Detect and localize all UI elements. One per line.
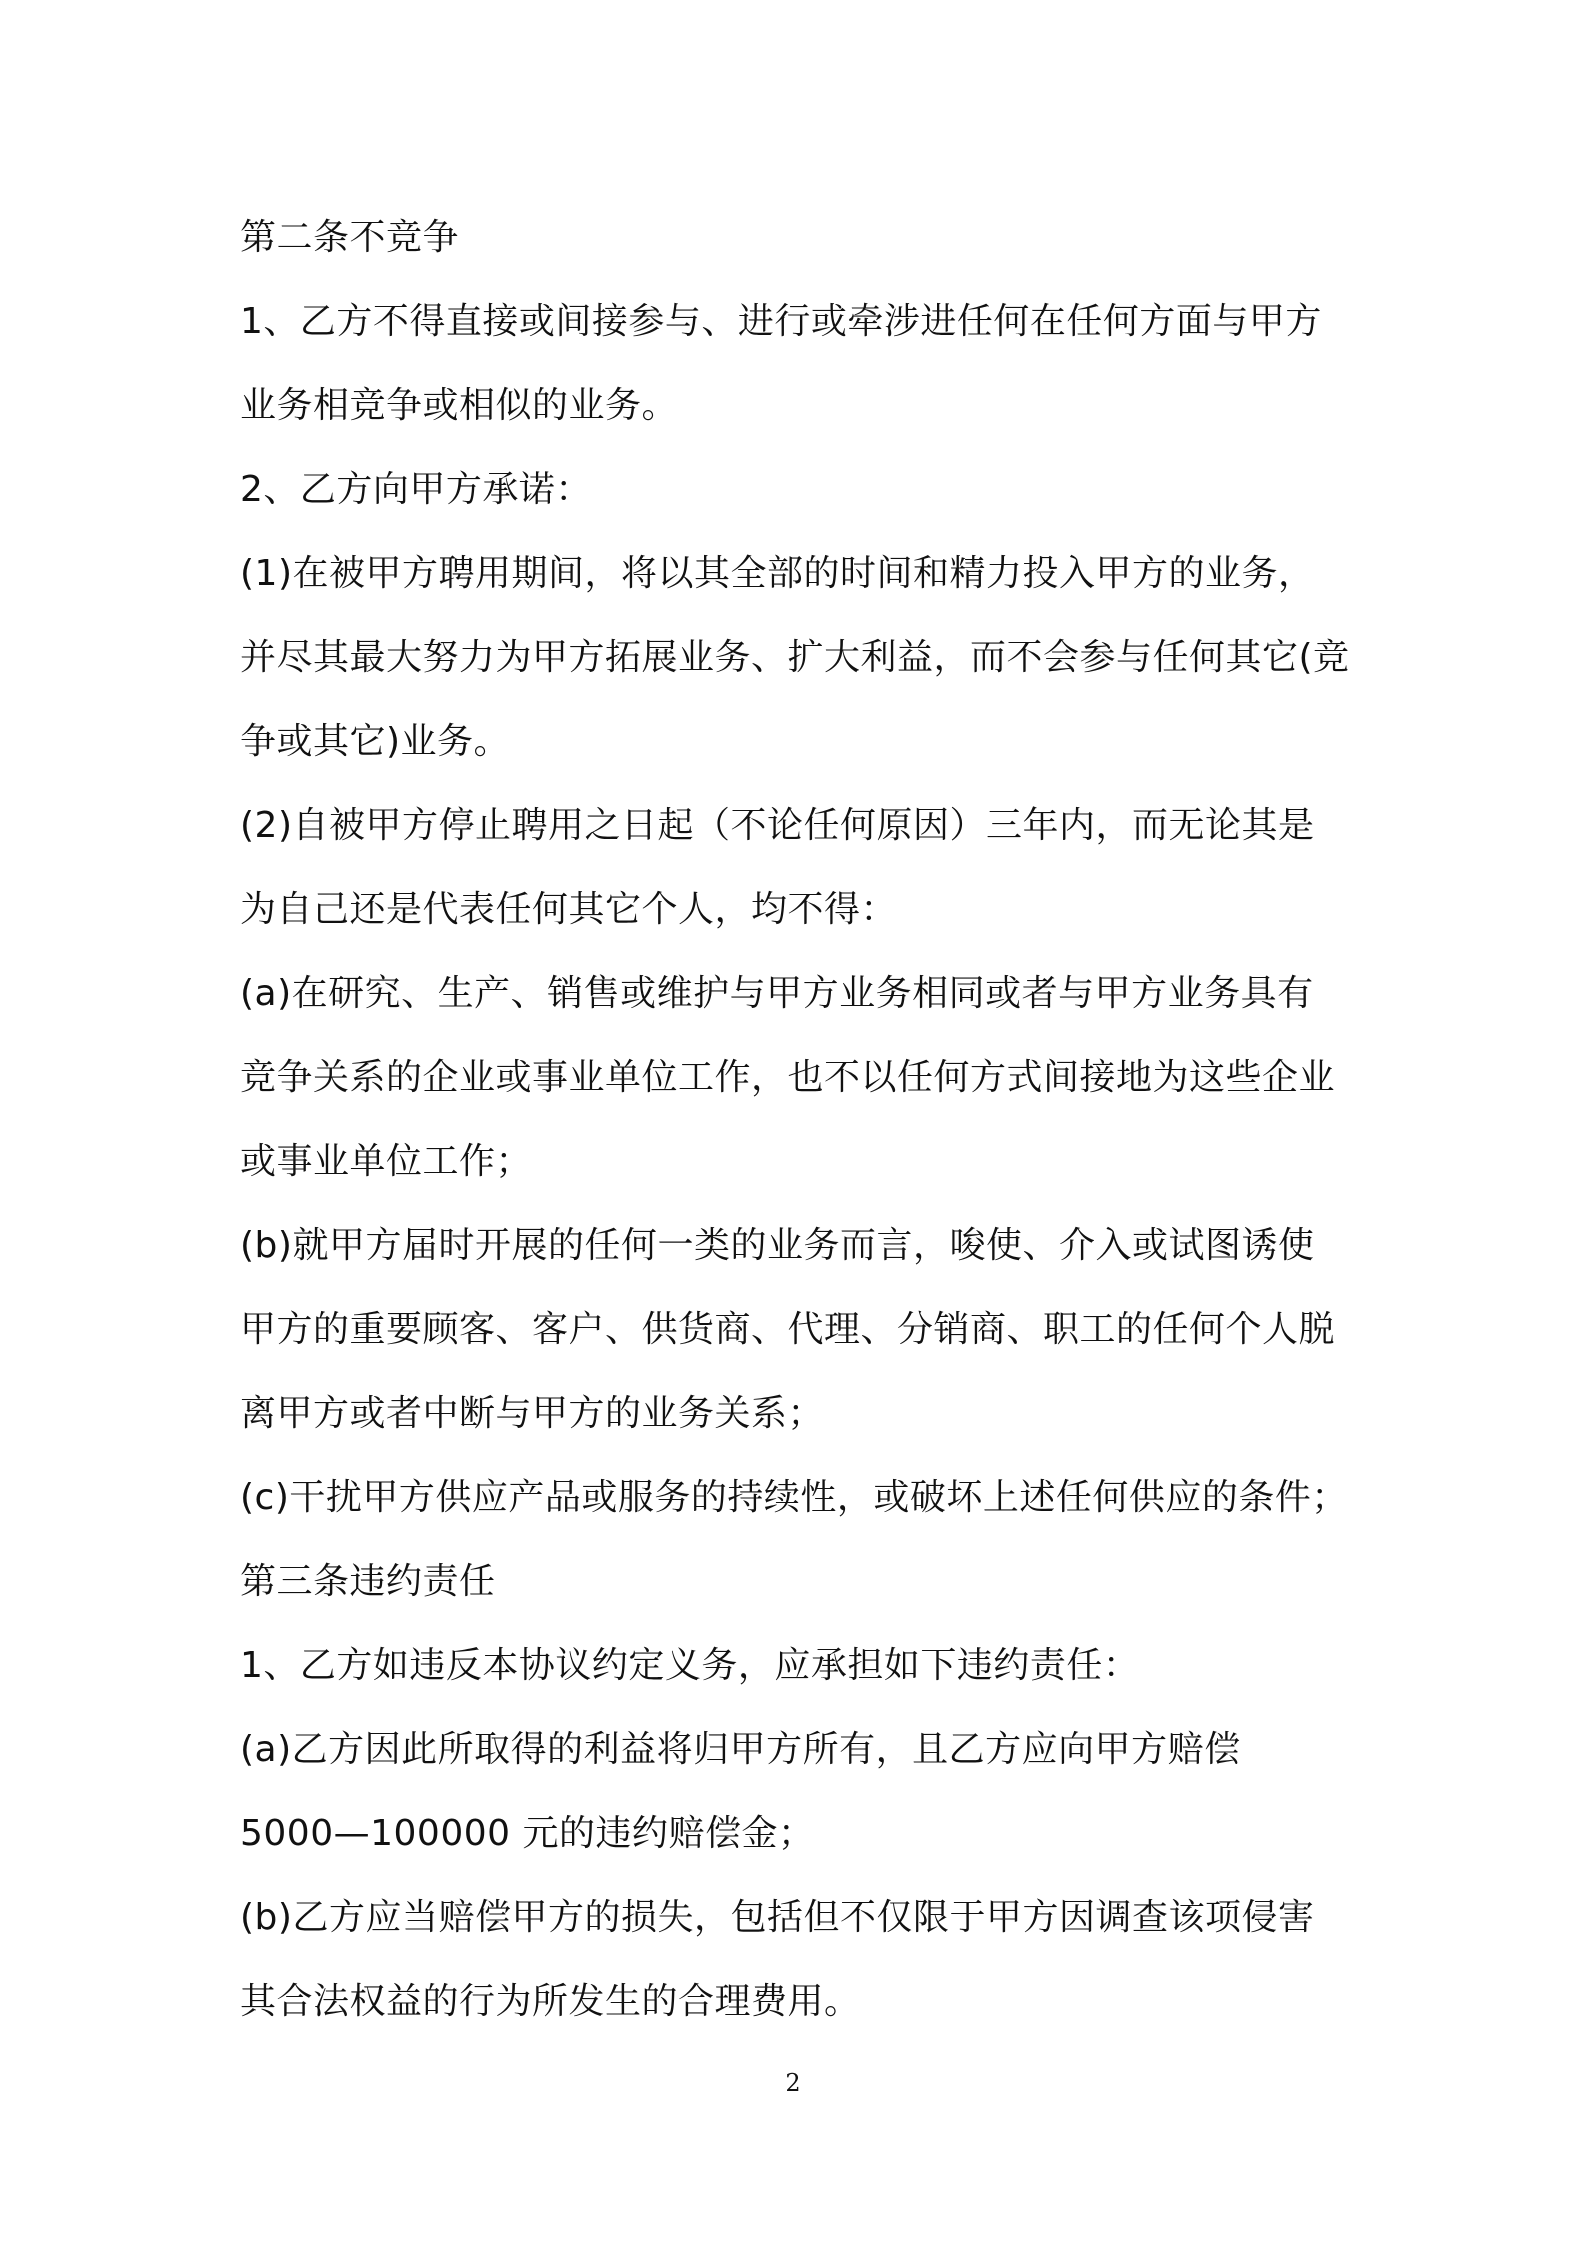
text-line: (a)乙方因此所取得的利益将归甲方所有，且乙方应向甲方赔偿 bbox=[240, 1729, 1241, 1770]
text-line: 并尽其最大努力为甲方拓展业务、扩大利益，而不会参与任何其它(竞 bbox=[240, 637, 1350, 678]
text-line: (a)在研究、生产、销售或维护与甲方业务相同或者与甲方业务具有 bbox=[240, 973, 1314, 1014]
text-line: 5000—100000 元的违约赔偿金； bbox=[240, 1813, 815, 1854]
text-line: 离甲方或者中断与甲方的业务关系； bbox=[240, 1393, 825, 1434]
text-line: (c)干扰甲方供应产品或服务的持续性，或破坏上述任何供应的条件； bbox=[240, 1477, 1348, 1518]
text-line: 甲方的重要顾客、客户、供货商、代理、分销商、职工的任何个人脱 bbox=[240, 1309, 1336, 1350]
article-2-heading: 第二条不竞争 bbox=[240, 217, 460, 258]
text-line: 为自己还是代表任何其它个人，均不得： bbox=[240, 889, 898, 930]
text-line: (1)在被甲方聘用期间，将以其全部的时间和精力投入甲方的业务， bbox=[240, 553, 1315, 594]
text-line: 争或其它)业务。 bbox=[240, 721, 511, 762]
text-line: (2)自被甲方停止聘用之日起（不论任何原因）三年内，而无论其是 bbox=[240, 805, 1315, 846]
page-number: 2 bbox=[785, 2069, 801, 2097]
text-line: (b)乙方应当赔偿甲方的损失，包括但不仅限于甲方因调查该项侵害 bbox=[240, 1897, 1315, 1938]
text-line: 其合法权益的行为所发生的合理费用。 bbox=[240, 1981, 861, 2022]
document-body bbox=[240, 196, 1360, 2044]
text-line: 竞争关系的企业或事业单位工作，也不以任何方式间接地为这些企业 bbox=[240, 1057, 1336, 1098]
text-line: (b)就甲方届时开展的任何一类的业务而言，唆使、介入或试图诱使 bbox=[240, 1225, 1315, 1266]
text-line: 1、乙方如违反本协议约定义务，应承担如下违约责任： bbox=[240, 1645, 1140, 1686]
article-3-heading: 第三条违约责任 bbox=[240, 1561, 496, 1602]
text-line: 1、乙方不得直接或间接参与、进行或牵涉进任何在任何方面与甲方 bbox=[240, 301, 1322, 342]
text-line: 业务相竞争或相似的业务。 bbox=[240, 385, 679, 426]
text-line: 或事业单位工作； bbox=[240, 1141, 533, 1182]
text-line: 2、乙方向甲方承诺： bbox=[240, 469, 592, 510]
